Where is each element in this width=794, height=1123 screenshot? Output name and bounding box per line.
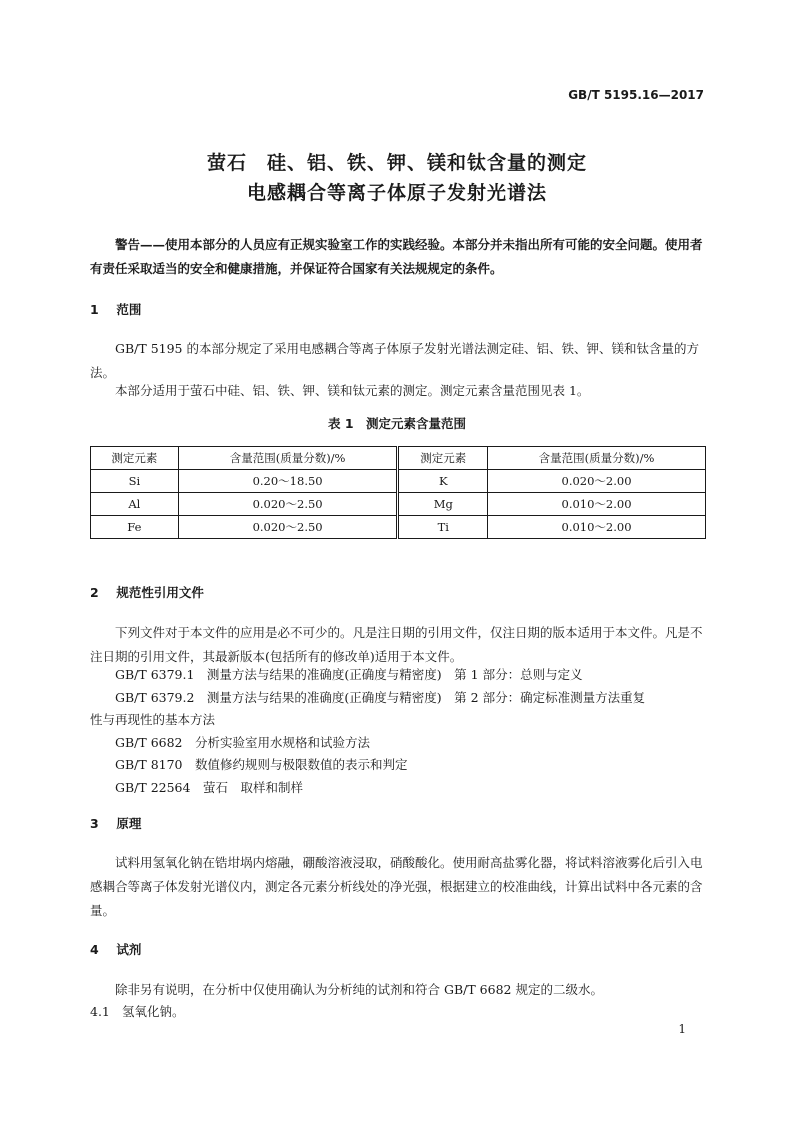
- page-number: 1: [678, 1022, 686, 1036]
- reference-item: GB/T 8170 数值修约规则与极限数值的表示和判定: [115, 757, 408, 772]
- reagent-item-number: 4.1: [90, 1004, 110, 1019]
- table-cell: Al: [91, 493, 179, 516]
- table-cell: 0.010～2.00: [488, 493, 706, 516]
- table-caption: 表 1 测定元素含量范围: [327, 416, 467, 431]
- references-intro: 下列文件对于本文件的应用是必不可少的。凡是注日期的引用文件，仅注日期的版本适用于本文件。凡是不注日期的引用文件，其最新版本(包括所有的修改单)适用于本文件。: [90, 625, 703, 664]
- table-cell: Mg: [398, 493, 488, 516]
- reference-item: GB/T 6682 分析实验室用水规格和试验方法: [115, 735, 371, 750]
- table-cell: K: [398, 470, 488, 493]
- reagent-item-text: 氢氧化钠。: [122, 1004, 185, 1019]
- table-cell: 0.020～2.00: [488, 470, 706, 493]
- scope-paragraph-1: GB/T 5195 的本部分规定了采用电感耦合等离子体原子发射光谱法测定硅、铝、铁、钾、镁和钛含量的方法。: [90, 341, 699, 380]
- table-header-row: [91, 447, 706, 470]
- standard-code: GB/T 5195.16—2017: [568, 88, 704, 102]
- table-cell: Fe: [91, 516, 179, 539]
- section-title: 范围: [116, 302, 142, 317]
- section-title: 原理: [116, 816, 142, 831]
- section-number: 2: [90, 585, 99, 600]
- table-header-cell: 含量范围(质量分数)/%: [178, 447, 398, 470]
- table-row: [91, 493, 706, 516]
- section-number: 3: [90, 816, 99, 831]
- reagents-intro: 除非另有说明，在分析中仅使用确认为分析纯的试剂和符合 GB/T 6682 规定的二级水。: [115, 982, 603, 997]
- section-heading-references: [90, 583, 204, 601]
- section-title: 规范性引用文件: [116, 585, 204, 600]
- section-title: 试剂: [116, 942, 142, 957]
- section-heading-scope: [90, 300, 141, 318]
- table-row: [91, 516, 706, 539]
- section-heading-principle: [90, 814, 141, 832]
- warning-paragraph: 警告——使用本部分的人员应有正规实验室工作的实践经验。本部分并未指出所有可能的安全问题。使用者有责任采取适当的安全和健康措施，并保证符合国家有关法规规定的条件。: [90, 237, 703, 276]
- table-cell: 0.20～18.50: [178, 470, 398, 493]
- reference-item: GB/T 6379.1 测量方法与结果的准确度(正确度与精密度) 第 1 部分：总则与定义: [115, 667, 583, 682]
- document-title-line2: 电感耦合等离子体原子发射光谱法: [246, 182, 547, 204]
- table-cell: Ti: [398, 516, 488, 539]
- element-range-table: [90, 446, 706, 539]
- table-header-cell: 测定元素: [91, 447, 179, 470]
- document-title-line1: 萤石 硅、铝、铁、钾、镁和钛含量的测定: [206, 152, 587, 174]
- table-cell: 0.020～2.50: [178, 493, 398, 516]
- table-header-cell: 含量范围(质量分数)/%: [488, 447, 706, 470]
- table-cell: 0.020～2.50: [178, 516, 398, 539]
- section-number: 4: [90, 942, 99, 957]
- section-heading-reagents: [90, 940, 141, 958]
- reference-item-continuation: 性与再现性的基本方法: [90, 712, 216, 727]
- table-cell: Si: [91, 470, 179, 493]
- table-row: [91, 470, 706, 493]
- reference-item: GB/T 22564 萤石 取样和制样: [115, 780, 303, 795]
- reference-item: GB/T 6379.2 测量方法与结果的准确度(正确度与精密度) 第 2 部分：确定标准测量方法重复: [115, 690, 646, 705]
- principle-paragraph: 试料用氢氧化钠在锆坩埚内熔融，硼酸溶液浸取，硝酸酸化。使用耐高盐雾化器，将试料溶液雾化后引入电感耦合等离子体发射光谱仪内，测定各元素分析线处的净光强，根据建立的校准曲线，计算出试料中各元素的含量。: [90, 855, 703, 918]
- reagent-item: [90, 1002, 706, 1020]
- scope-paragraph-2: 本部分适用于萤石中硅、铝、铁、钾、镁和钛元素的测定。测定元素含量范围见表 1。: [115, 383, 590, 398]
- table-header-cell: 测定元素: [398, 447, 488, 470]
- table-cell: 0.010～2.00: [488, 516, 706, 539]
- section-number: 1: [90, 302, 99, 317]
